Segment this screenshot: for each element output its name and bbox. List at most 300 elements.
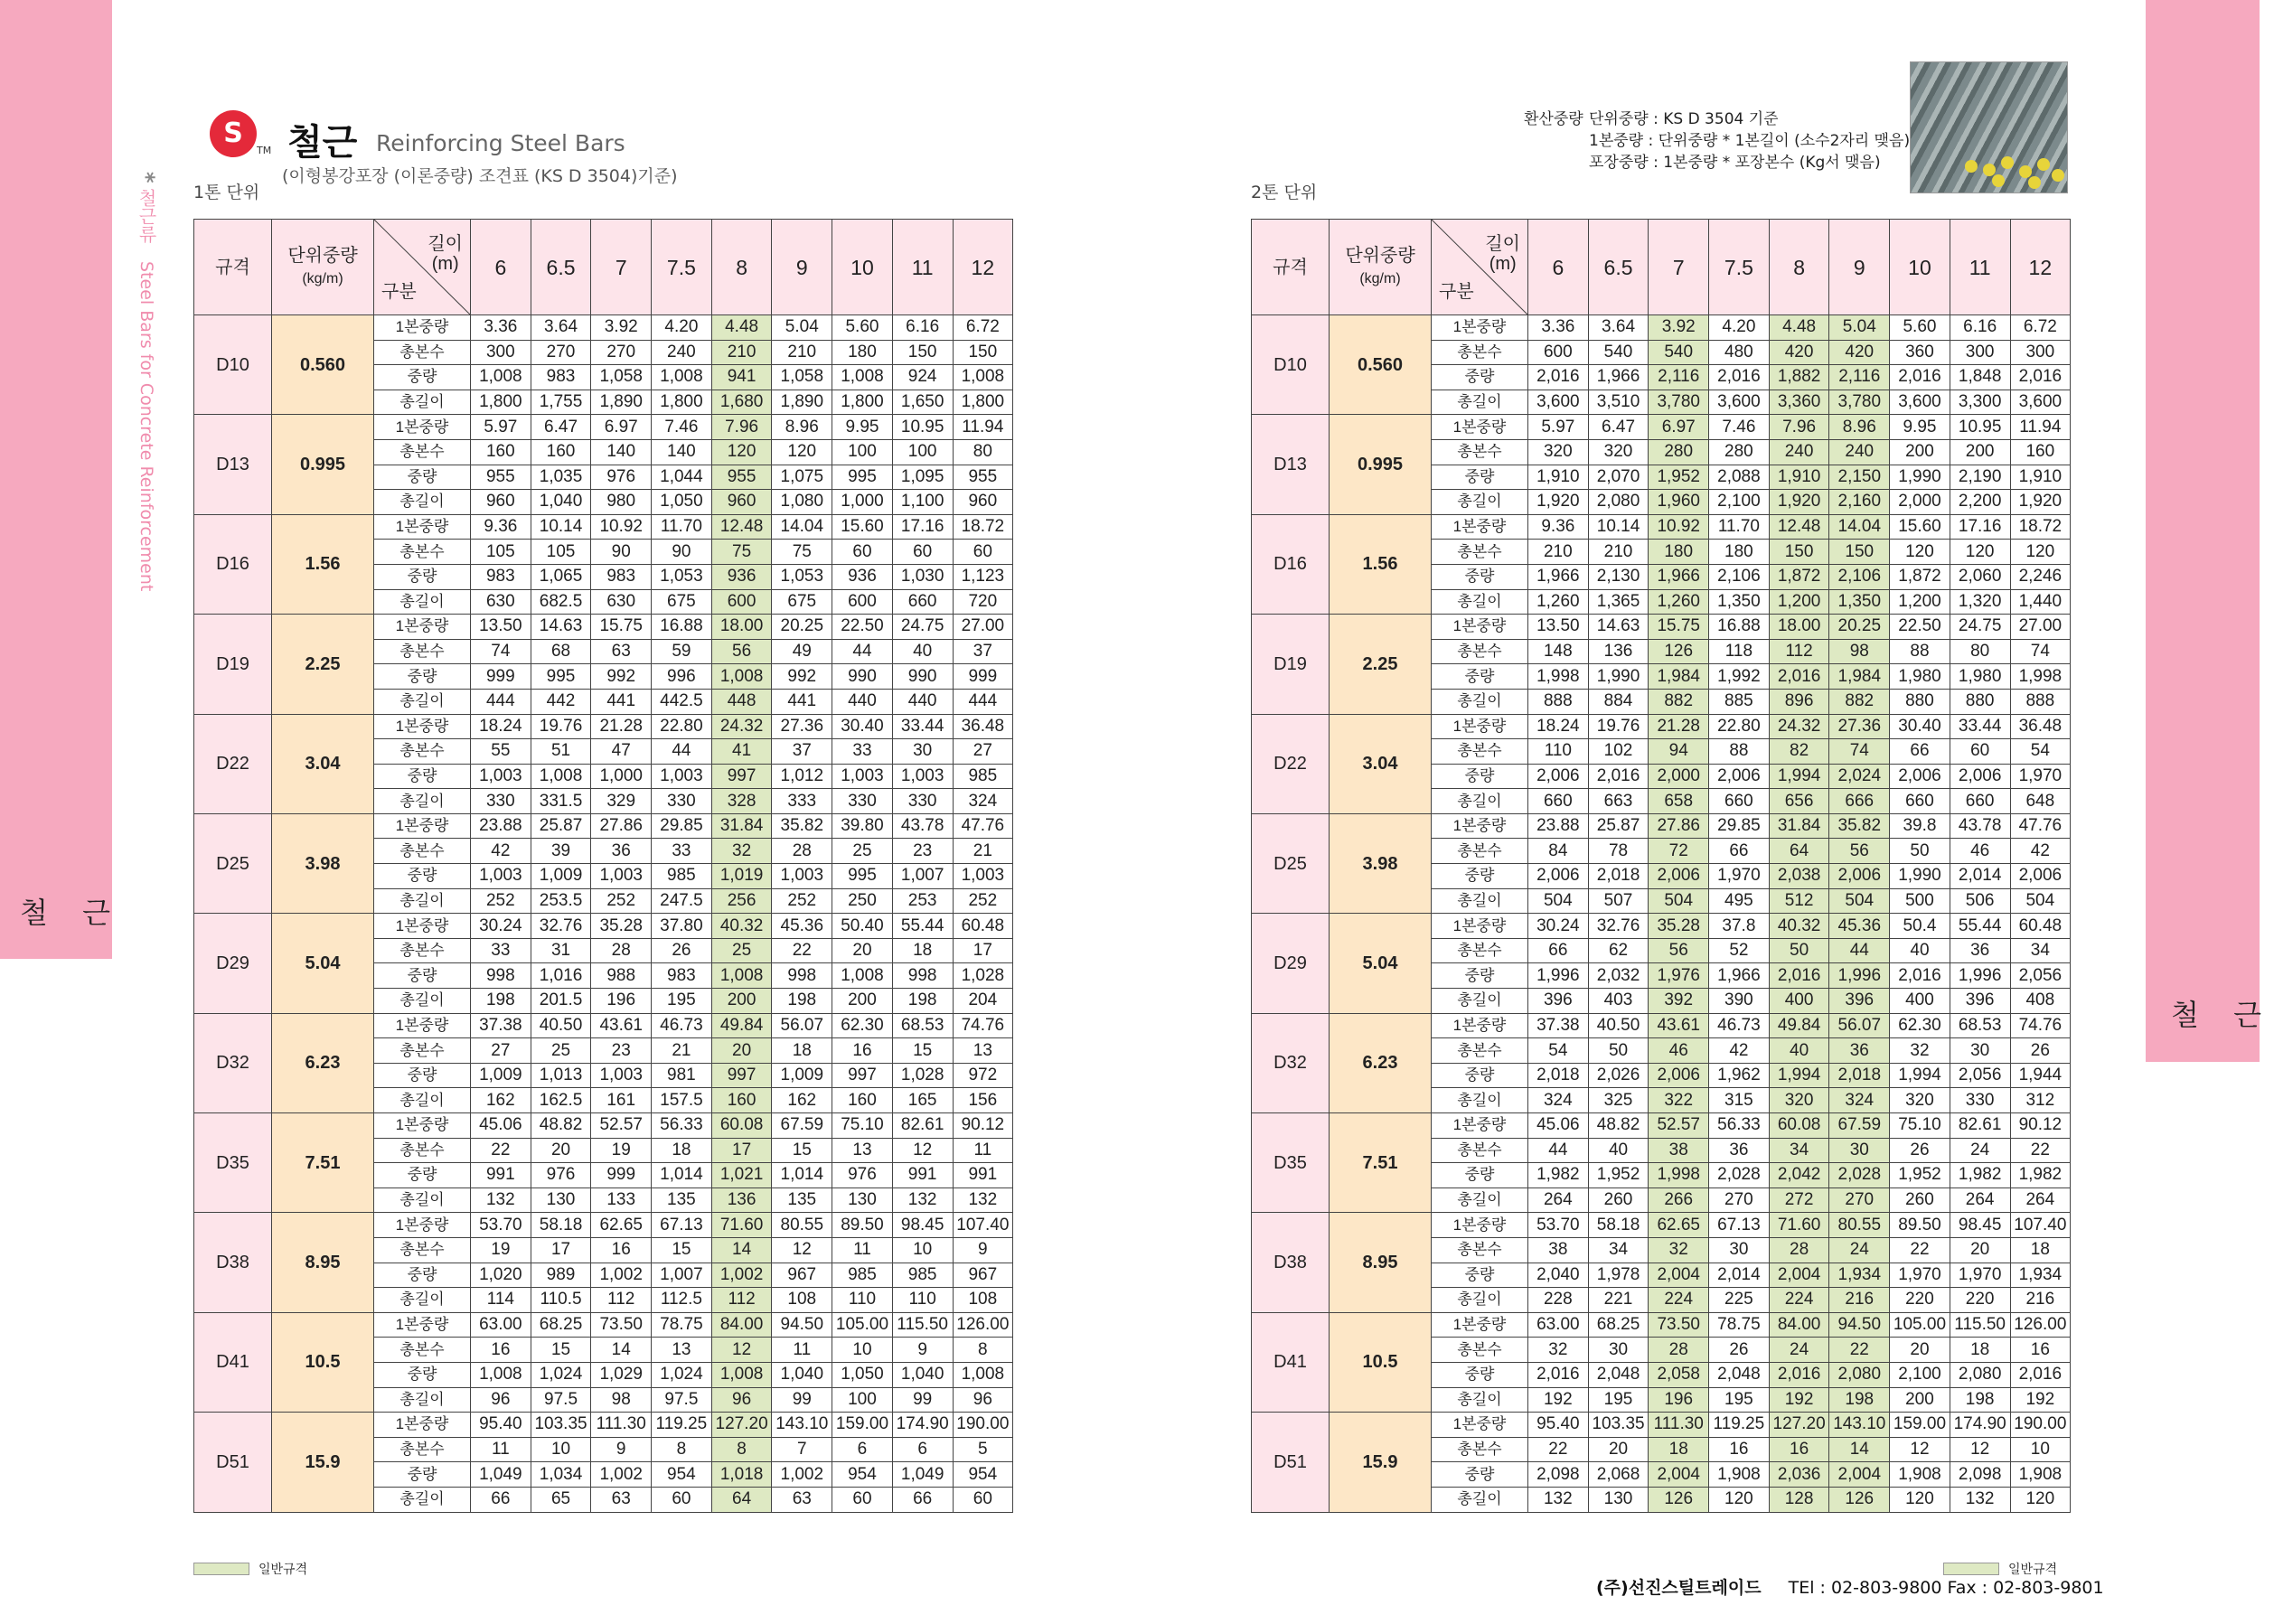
value-cell: 39.80: [832, 813, 893, 839]
value-cell: 224: [1769, 1288, 1829, 1313]
value-cell: 66: [1890, 739, 1950, 765]
value-cell: 666: [1829, 789, 1890, 814]
value-cell: 16: [471, 1338, 531, 1363]
value-cell: 1,020: [471, 1263, 531, 1288]
size-cell: D38: [1252, 1213, 1330, 1312]
value-cell: 55.44: [892, 914, 953, 939]
value-cell: 20: [711, 1038, 772, 1064]
value-cell: 33: [832, 739, 893, 765]
value-cell: 1,050: [652, 490, 712, 515]
value-cell: 110: [832, 1288, 893, 1313]
value-cell: 73.50: [1649, 1312, 1709, 1338]
value-cell: 983: [591, 564, 652, 589]
size-cell: D29: [1252, 914, 1330, 1013]
item-label: 중량: [374, 1263, 471, 1288]
item-label: 중량: [374, 1462, 471, 1488]
value-cell: 1,014: [772, 1163, 832, 1188]
value-cell: 1,320: [1950, 589, 2010, 615]
item-label: 1본중량: [1432, 514, 1528, 540]
unit-weight-cell: 2.25: [1330, 615, 1432, 714]
value-cell: 256: [711, 888, 772, 914]
header-length-category: [374, 220, 471, 315]
value-cell: 1,680: [711, 390, 772, 415]
value-cell: 9.36: [1528, 514, 1589, 540]
value-cell: 16.88: [652, 615, 712, 640]
value-cell: 4.20: [1709, 315, 1770, 341]
value-cell: 50: [1769, 938, 1829, 963]
value-cell: 90.12: [953, 1113, 1013, 1139]
value-cell: 56.33: [652, 1113, 712, 1139]
header-length-unit: (m): [1489, 254, 1517, 274]
value-cell: 240: [1769, 439, 1829, 465]
unit-weight-cell: 8.95: [1330, 1213, 1432, 1312]
value-cell: 240: [652, 340, 712, 365]
value-cell: 15: [652, 1237, 712, 1263]
value-cell: 140: [652, 439, 712, 465]
value-cell: 1,440: [2010, 589, 2071, 615]
value-cell: 97.5: [652, 1387, 712, 1413]
value-cell: 885: [1709, 689, 1770, 714]
value-cell: 74.76: [953, 1013, 1013, 1038]
value-cell: 2,042: [1769, 1163, 1829, 1188]
value-cell: 2,032: [1588, 963, 1649, 989]
value-cell: 12.48: [711, 514, 772, 540]
value-cell: 324: [953, 789, 1013, 814]
value-cell: 8: [652, 1437, 712, 1462]
value-cell: 40: [1588, 1138, 1649, 1163]
value-cell: 2,016: [1890, 963, 1950, 989]
value-cell: 324: [1829, 1088, 1890, 1113]
item-label: 1본중량: [374, 1213, 471, 1238]
value-cell: 56: [1649, 938, 1709, 963]
value-cell: 300: [471, 340, 531, 365]
value-cell: 67.59: [772, 1113, 832, 1139]
value-cell: 14.63: [531, 615, 591, 640]
value-cell: 18.00: [711, 615, 772, 640]
value-cell: 5.60: [832, 315, 893, 341]
value-cell: 12: [1890, 1437, 1950, 1462]
value-cell: 507: [1588, 888, 1649, 914]
table-row: [1252, 1113, 2071, 1139]
unit-weight-cell: 1.56: [1330, 514, 1432, 614]
value-cell: 2,006: [1709, 764, 1770, 789]
value-cell: 2,016: [1890, 365, 1950, 390]
value-cell: 107.40: [2010, 1213, 2071, 1238]
value-cell: 11.94: [953, 415, 1013, 440]
item-label: 총본수: [1432, 540, 1528, 565]
value-cell: 24.75: [1950, 615, 2010, 640]
value-cell: 198: [471, 989, 531, 1014]
value-cell: 992: [591, 664, 652, 690]
item-label: 중량: [374, 864, 471, 889]
value-cell: 3,600: [1528, 390, 1589, 415]
value-cell: 82.61: [1950, 1113, 2010, 1139]
value-cell: 34: [1769, 1138, 1829, 1163]
value-cell: 17: [531, 1237, 591, 1263]
value-cell: 108: [772, 1288, 832, 1313]
value-cell: 45.36: [1829, 914, 1890, 939]
value-cell: 6: [892, 1437, 953, 1462]
value-cell: 999: [471, 664, 531, 690]
value-cell: 162: [772, 1088, 832, 1113]
value-cell: 40.50: [1588, 1013, 1649, 1038]
value-cell: 941: [711, 365, 772, 390]
value-cell: 936: [711, 564, 772, 589]
value-cell: 10: [892, 1237, 953, 1263]
value-cell: 2,070: [1588, 465, 1649, 490]
value-cell: 8: [953, 1338, 1013, 1363]
item-label: 총길이: [1432, 589, 1528, 615]
value-cell: 998: [471, 963, 531, 989]
value-cell: 10.14: [531, 514, 591, 540]
value-cell: 2,116: [1829, 365, 1890, 390]
value-cell: 105: [531, 540, 591, 565]
value-cell: 252: [591, 888, 652, 914]
value-cell: 115.50: [1950, 1312, 2010, 1338]
value-cell: 999: [591, 1163, 652, 1188]
value-cell: 56.07: [1829, 1013, 1890, 1038]
value-cell: 43.78: [1950, 813, 2010, 839]
value-cell: 1,998: [2010, 664, 2071, 690]
value-cell: 330: [652, 789, 712, 814]
value-cell: 1,100: [892, 490, 953, 515]
value-cell: 250: [832, 888, 893, 914]
value-cell: 1,952: [1649, 465, 1709, 490]
value-cell: 60: [1950, 739, 2010, 765]
value-cell: 9: [591, 1437, 652, 1462]
item-label: 1본중량: [374, 315, 471, 341]
item-label: 총본수: [374, 439, 471, 465]
item-label: 1본중량: [1432, 714, 1528, 739]
legend-label: 일반규격: [258, 1563, 308, 1577]
value-cell: 30.40: [832, 714, 893, 739]
unit-weight-cell: 3.04: [272, 714, 374, 813]
value-cell: 1,008: [471, 365, 531, 390]
header-length-category: [1432, 220, 1528, 315]
value-cell: 14: [1829, 1437, 1890, 1462]
value-cell: 322: [1649, 1088, 1709, 1113]
header-length: [428, 234, 463, 274]
value-cell: 58.18: [1588, 1213, 1649, 1238]
value-cell: 48.82: [1588, 1113, 1649, 1139]
value-cell: 600: [1528, 340, 1589, 365]
value-cell: 500: [1890, 888, 1950, 914]
value-cell: 200: [1890, 1387, 1950, 1413]
unit-weight-cell: 0.995: [272, 415, 374, 514]
value-cell: 7.46: [1709, 415, 1770, 440]
value-cell: 660: [892, 589, 953, 615]
value-cell: 99: [772, 1387, 832, 1413]
legend-swatch: [1943, 1563, 1999, 1575]
value-cell: 2,058: [1649, 1362, 1709, 1387]
value-cell: 280: [1709, 439, 1770, 465]
value-cell: 20: [1588, 1437, 1649, 1462]
value-cell: 331.5: [531, 789, 591, 814]
header-length-7.5: 7.5: [1709, 220, 1770, 315]
value-cell: 49.84: [711, 1013, 772, 1038]
value-cell: 247.5: [652, 888, 712, 914]
value-cell: 888: [2010, 689, 2071, 714]
value-cell: 408: [2010, 989, 2071, 1014]
item-label: 1본중량: [374, 1013, 471, 1038]
value-cell: 2,040: [1528, 1263, 1589, 1288]
header-length-8: 8: [1769, 220, 1829, 315]
value-cell: 2,080: [1588, 490, 1649, 515]
value-cell: 12: [772, 1237, 832, 1263]
value-cell: 30.40: [1890, 714, 1950, 739]
value-cell: 10.92: [1649, 514, 1709, 540]
value-cell: 253.5: [531, 888, 591, 914]
value-cell: 20.25: [1829, 615, 1890, 640]
value-cell: 200: [832, 989, 893, 1014]
item-label: 중량: [374, 564, 471, 589]
value-cell: 11.70: [1709, 514, 1770, 540]
value-cell: 204: [953, 989, 1013, 1014]
unit-weight-cell: 10.5: [272, 1312, 374, 1412]
item-label: 1본중량: [374, 813, 471, 839]
value-cell: 6.47: [531, 415, 591, 440]
table-row: [194, 1312, 1013, 1338]
item-label: 총본수: [1432, 1237, 1528, 1263]
value-cell: 50: [1588, 1038, 1649, 1064]
value-cell: 2,100: [1890, 1362, 1950, 1387]
value-cell: 2,048: [1588, 1362, 1649, 1387]
value-cell: 40.50: [531, 1013, 591, 1038]
value-cell: 7: [772, 1437, 832, 1462]
value-cell: 12: [892, 1138, 953, 1163]
value-cell: 14: [591, 1338, 652, 1363]
unit-weight-cell: 3.04: [1330, 714, 1432, 813]
value-cell: 1,966: [1709, 963, 1770, 989]
value-cell: 1,000: [591, 764, 652, 789]
value-cell: 2,000: [1649, 764, 1709, 789]
value-cell: 663: [1588, 789, 1649, 814]
value-cell: 1,934: [2010, 1263, 2071, 1288]
value-cell: 270: [531, 340, 591, 365]
value-cell: 403: [1588, 989, 1649, 1014]
value-cell: 1,996: [1528, 963, 1589, 989]
value-cell: 1,035: [531, 465, 591, 490]
page-subtitle: (이형봉강포장 (이론중량) 조견표 (KS D 3504)기준): [282, 166, 678, 186]
value-cell: 48.82: [531, 1113, 591, 1139]
value-cell: 2,016: [1528, 1362, 1589, 1387]
value-cell: 62.65: [591, 1213, 652, 1238]
value-cell: 2,014: [1709, 1263, 1770, 1288]
value-cell: 28: [591, 938, 652, 963]
unit-weight-cell: 3.98: [272, 813, 374, 913]
value-cell: 320: [1769, 1088, 1829, 1113]
value-cell: 22: [471, 1138, 531, 1163]
value-cell: 1,034: [531, 1462, 591, 1488]
value-cell: 420: [1769, 340, 1829, 365]
value-cell: 84.00: [1769, 1312, 1829, 1338]
value-cell: 63: [591, 639, 652, 664]
value-cell: 18: [1950, 1338, 2010, 1363]
value-cell: 1,028: [892, 1063, 953, 1088]
item-label: 총본수: [374, 839, 471, 864]
value-cell: 260: [1890, 1187, 1950, 1213]
value-cell: 136: [711, 1187, 772, 1213]
value-cell: 988: [591, 963, 652, 989]
value-cell: 660: [1528, 789, 1589, 814]
value-cell: 66: [892, 1487, 953, 1512]
value-cell: 2,006: [2010, 864, 2071, 889]
value-cell: 37: [953, 639, 1013, 664]
value-cell: 39.8: [1890, 813, 1950, 839]
value-cell: 210: [772, 340, 832, 365]
vertical-heading: [134, 172, 160, 592]
value-cell: 1,800: [471, 390, 531, 415]
value-cell: 150: [892, 340, 953, 365]
value-cell: 2,006: [1950, 764, 2010, 789]
value-cell: 47.76: [2010, 813, 2071, 839]
value-cell: 75: [772, 540, 832, 565]
value-cell: 105.00: [832, 1312, 893, 1338]
value-cell: 1,003: [471, 864, 531, 889]
value-cell: 89.50: [1890, 1213, 1950, 1238]
value-cell: 26: [1890, 1138, 1950, 1163]
value-cell: 3,600: [1709, 390, 1770, 415]
value-cell: 30.24: [1528, 914, 1589, 939]
value-cell: 983: [652, 963, 712, 989]
value-cell: 2,024: [1829, 764, 1890, 789]
value-cell: 5.60: [1890, 315, 1950, 341]
value-cell: 96: [953, 1387, 1013, 1413]
value-cell: 10.92: [591, 514, 652, 540]
value-cell: 31.84: [711, 813, 772, 839]
value-cell: 143.10: [772, 1413, 832, 1438]
item-label: 총길이: [374, 1187, 471, 1213]
item-label: 총길이: [374, 888, 471, 914]
value-cell: 1,910: [1769, 465, 1829, 490]
value-cell: 1,003: [892, 764, 953, 789]
value-cell: 63: [591, 1487, 652, 1512]
value-cell: 18.72: [953, 514, 1013, 540]
value-cell: 3,600: [2010, 390, 2071, 415]
value-cell: 3,780: [1649, 390, 1709, 415]
value-cell: 65: [531, 1487, 591, 1512]
value-cell: 1,095: [892, 465, 953, 490]
unit-weight-cell: 15.9: [1330, 1413, 1432, 1512]
contact-info: TEl : 02-803-9800 Fax : 02-803-9801: [1788, 1578, 2104, 1598]
value-cell: 40.32: [711, 914, 772, 939]
value-cell: 35.28: [1649, 914, 1709, 939]
value-cell: 882: [1829, 689, 1890, 714]
size-cell: D16: [194, 514, 272, 614]
value-cell: 56.07: [772, 1013, 832, 1038]
item-label: 총길이: [1432, 1288, 1528, 1313]
value-cell: 50.4: [1890, 914, 1950, 939]
value-cell: 985: [953, 764, 1013, 789]
unit-weight-cell: 10.5: [1330, 1312, 1432, 1412]
value-cell: 330: [471, 789, 531, 814]
value-cell: 1,013: [531, 1063, 591, 1088]
value-cell: 660: [1709, 789, 1770, 814]
value-cell: 32: [1649, 1237, 1709, 1263]
value-cell: 46: [1649, 1038, 1709, 1064]
value-cell: 180: [1709, 540, 1770, 565]
value-cell: 107.40: [953, 1213, 1013, 1238]
value-cell: 11.70: [652, 514, 712, 540]
value-cell: 1,970: [1709, 864, 1770, 889]
value-cell: 1,002: [772, 1462, 832, 1488]
value-cell: 12.48: [1769, 514, 1829, 540]
value-cell: 130: [1588, 1487, 1649, 1512]
value-cell: 2,026: [1588, 1063, 1649, 1088]
value-cell: 74: [471, 639, 531, 664]
value-cell: 75.10: [1890, 1113, 1950, 1139]
value-cell: 1,002: [711, 1263, 772, 1288]
value-cell: 23: [591, 1038, 652, 1064]
header-length-6: 6: [471, 220, 531, 315]
value-cell: 60.08: [1769, 1113, 1829, 1139]
value-cell: 22.50: [1890, 615, 1950, 640]
value-cell: 1,882: [1769, 365, 1829, 390]
value-cell: 991: [953, 1163, 1013, 1188]
value-cell: 955: [711, 465, 772, 490]
item-label: 1본중량: [1432, 914, 1528, 939]
item-label: 총본수: [1432, 1437, 1528, 1462]
value-cell: 995: [531, 664, 591, 690]
value-cell: 60.08: [711, 1113, 772, 1139]
value-cell: 1,200: [1890, 589, 1950, 615]
value-cell: 100: [832, 1387, 893, 1413]
value-cell: 1,966: [1588, 365, 1649, 390]
value-cell: 37.80: [652, 914, 712, 939]
value-cell: 46.73: [652, 1013, 712, 1038]
size-cell: D22: [1252, 714, 1330, 813]
value-cell: 16.88: [1709, 615, 1770, 640]
value-cell: 140: [591, 439, 652, 465]
value-cell: 195: [652, 989, 712, 1014]
value-cell: 1,908: [1709, 1462, 1770, 1488]
value-cell: 252: [471, 888, 531, 914]
value-cell: 32.76: [531, 914, 591, 939]
value-cell: 2,006: [1528, 764, 1589, 789]
value-cell: 16: [2010, 1338, 2071, 1363]
legend-left: [193, 1560, 307, 1578]
value-cell: 648: [2010, 789, 2071, 814]
header-length-8: 8: [711, 220, 772, 315]
value-cell: 1,650: [892, 390, 953, 415]
value-cell: 159.00: [1890, 1413, 1950, 1438]
value-cell: 1,994: [1769, 764, 1829, 789]
value-cell: 1,008: [652, 365, 712, 390]
value-cell: 253: [892, 888, 953, 914]
value-cell: 2,060: [1950, 564, 2010, 589]
value-cell: 2,106: [1709, 564, 1770, 589]
size-cell: D41: [194, 1312, 272, 1412]
header-length-10: 10: [1890, 220, 1950, 315]
value-cell: 132: [1528, 1487, 1589, 1512]
value-cell: 2,004: [1649, 1263, 1709, 1288]
value-cell: 976: [591, 465, 652, 490]
item-label: 1본중량: [1432, 1413, 1528, 1438]
value-cell: 150: [953, 340, 1013, 365]
value-cell: 985: [892, 1263, 953, 1288]
value-cell: 38: [1649, 1138, 1709, 1163]
value-cell: 44: [652, 739, 712, 765]
value-cell: 660: [1950, 789, 2010, 814]
header-length-7.5: 7.5: [652, 220, 712, 315]
value-cell: 954: [832, 1462, 893, 1488]
value-cell: 25: [832, 839, 893, 864]
item-label: 총길이: [1432, 490, 1528, 515]
value-cell: 330: [1950, 1088, 2010, 1113]
value-cell: 3.92: [591, 315, 652, 341]
value-cell: 98.45: [1950, 1213, 2010, 1238]
unit-weight-cell: 3.98: [1330, 813, 1432, 913]
